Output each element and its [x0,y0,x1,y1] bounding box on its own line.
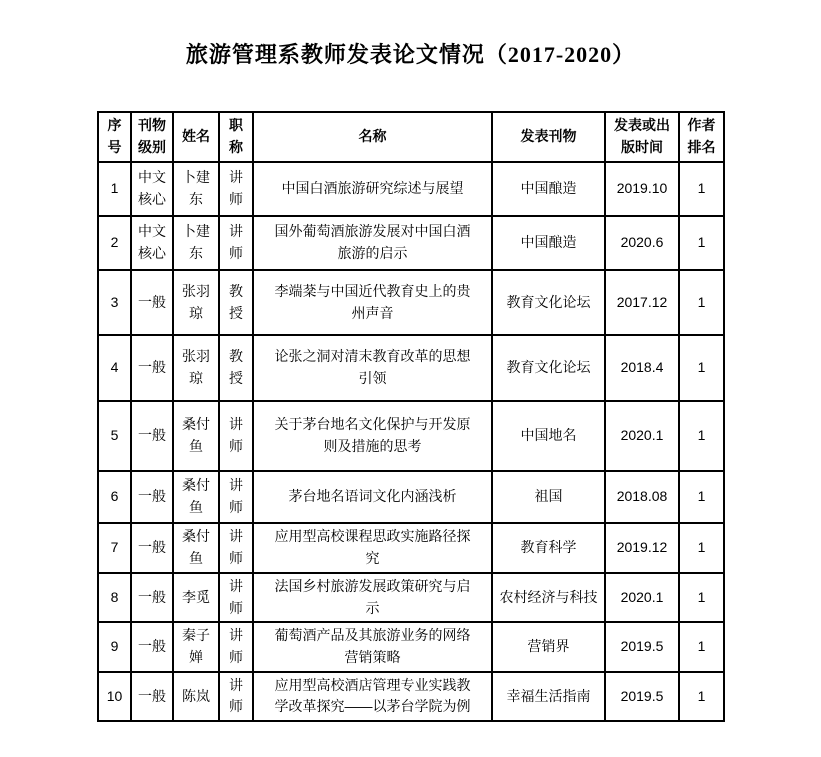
cell-author-rank: 1 [679,672,724,721]
cell-paper-title: 中国白酒旅游研究综述与展望 [253,162,492,216]
cell-level: 一般 [131,335,173,401]
cell-paper-title: 李端棻与中国近代教育史上的贵 州声音 [253,270,492,335]
cell-author-rank: 1 [679,270,724,335]
cell-serial: 1 [98,162,131,216]
cell-paper-title: 应用型高校酒店管理专业实践教 学改革探究——以茅台学院为例 [253,672,492,721]
cell-rank-title: 讲 师 [219,523,253,573]
table-row [98,270,724,335]
cell-journal: 中国酿造 [492,216,605,270]
cell-serial: 5 [98,401,131,471]
table-row [98,523,724,573]
column-header-level: 刊物 级别 [131,112,173,162]
table-row [98,216,724,270]
cell-journal: 教育文化论坛 [492,270,605,335]
papers-table [97,111,725,722]
cell-rank-title: 教 授 [219,270,253,335]
column-header-publish-date: 发表或出 版时间 [605,112,679,162]
column-header-serial: 序 号 [98,112,131,162]
cell-name: 桑付鱼 [173,471,219,523]
cell-serial: 4 [98,335,131,401]
cell-author-rank: 1 [679,401,724,471]
column-header-journal: 发表刊物 [492,112,605,162]
cell-publish-date: 2018.4 [605,335,679,401]
cell-journal: 祖国 [492,471,605,523]
cell-journal: 中国酿造 [492,162,605,216]
table-body [98,162,724,721]
cell-level: 中文 核心 [131,216,173,270]
cell-publish-date: 2017.12 [605,270,679,335]
cell-journal: 营销界 [492,622,605,671]
cell-serial: 8 [98,573,131,622]
cell-rank-title: 讲 师 [219,672,253,721]
table-header [98,112,724,162]
cell-serial: 10 [98,672,131,721]
cell-paper-title: 茅台地名语词文化内涵浅析 [253,471,492,523]
cell-author-rank: 1 [679,523,724,573]
column-header-paper-title: 名称 [253,112,492,162]
table-row [98,162,724,216]
cell-author-rank: 1 [679,622,724,671]
column-header-author-rank: 作者 排名 [679,112,724,162]
table-row [98,471,724,523]
cell-level: 中文 核心 [131,162,173,216]
cell-serial: 9 [98,622,131,671]
cell-journal: 农村经济与科技 [492,573,605,622]
cell-name: 张羽琼 [173,270,219,335]
cell-level: 一般 [131,471,173,523]
table-row [98,573,724,622]
cell-rank-title: 教 授 [219,335,253,401]
cell-level: 一般 [131,523,173,573]
cell-journal: 幸福生活指南 [492,672,605,721]
table-row [98,672,724,721]
cell-author-rank: 1 [679,216,724,270]
table-header-row [98,112,724,162]
cell-publish-date: 2020.6 [605,216,679,270]
cell-rank-title: 讲 师 [219,471,253,523]
cell-name: 卜建东 [173,162,219,216]
cell-name: 桑付鱼 [173,401,219,471]
cell-author-rank: 1 [679,162,724,216]
table-row [98,401,724,471]
cell-paper-title: 应用型高校课程思政实施路径探 究 [253,523,492,573]
cell-serial: 3 [98,270,131,335]
cell-journal: 教育科学 [492,523,605,573]
cell-name: 陈岚 [173,672,219,721]
cell-author-rank: 1 [679,573,724,622]
cell-paper-title: 葡萄酒产品及其旅游业务的网络 营销策略 [253,622,492,671]
cell-publish-date: 2018.08 [605,471,679,523]
cell-author-rank: 1 [679,471,724,523]
cell-rank-title: 讲 师 [219,573,253,622]
cell-publish-date: 2019.12 [605,523,679,573]
cell-rank-title: 讲 师 [219,401,253,471]
cell-publish-date: 2020.1 [605,573,679,622]
cell-name: 卜建东 [173,216,219,270]
cell-journal: 中国地名 [492,401,605,471]
cell-paper-title: 法国乡村旅游发展政策研究与启 示 [253,573,492,622]
table-row [98,622,724,671]
page-title: 旅游管理系教师发表论文情况（2017-2020） [185,42,636,67]
cell-level: 一般 [131,270,173,335]
cell-rank-title: 讲 师 [219,216,253,270]
column-header-rank-title: 职 称 [219,112,253,162]
cell-paper-title: 国外葡萄酒旅游发展对中国白酒 旅游的启示 [253,216,492,270]
cell-publish-date: 2020.1 [605,401,679,471]
cell-journal: 教育文化论坛 [492,335,605,401]
cell-level: 一般 [131,573,173,622]
cell-publish-date: 2019.5 [605,672,679,721]
cell-name: 李觅 [173,573,219,622]
cell-rank-title: 讲 师 [219,622,253,671]
cell-name: 秦子婵 [173,622,219,671]
cell-name: 桑付鱼 [173,523,219,573]
cell-paper-title: 关于茅台地名文化保护与开发原 则及措施的思考 [253,401,492,471]
cell-level: 一般 [131,672,173,721]
cell-paper-title: 论张之洞对清末教育改革的思想 引领 [253,335,492,401]
cell-serial: 7 [98,523,131,573]
cell-author-rank: 1 [679,335,724,401]
cell-rank-title: 讲 师 [219,162,253,216]
cell-level: 一般 [131,622,173,671]
table-row [98,335,724,401]
cell-name: 张羽琼 [173,335,219,401]
column-header-name: 姓名 [173,112,219,162]
cell-publish-date: 2019.5 [605,622,679,671]
cell-level: 一般 [131,401,173,471]
cell-publish-date: 2019.10 [605,162,679,216]
cell-serial: 2 [98,216,131,270]
cell-serial: 6 [98,471,131,523]
